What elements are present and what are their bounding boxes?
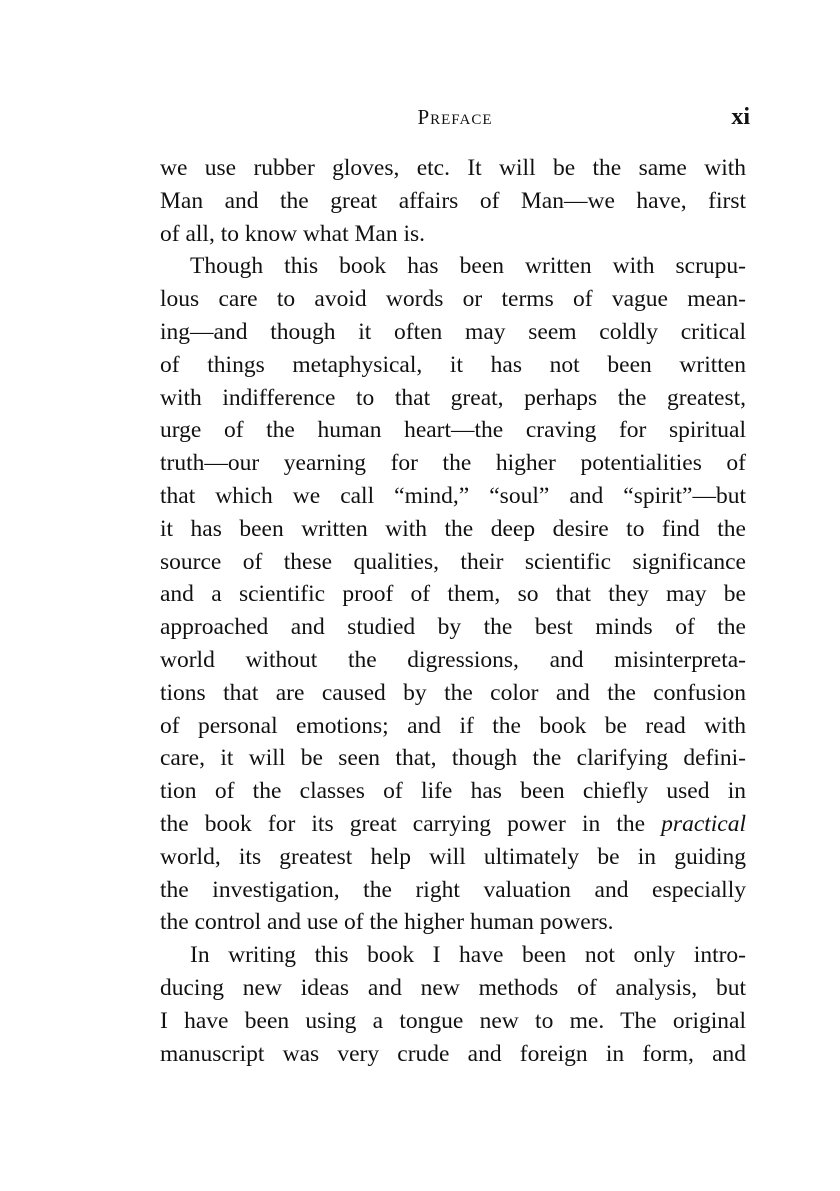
text-line: care, it will be seen that, though the clarifying defini-: [160, 745, 746, 772]
text-line: of things metaphysical, it has not been written: [160, 351, 746, 378]
text-line: the control and use of the higher human powers.: [160, 909, 614, 936]
text-segment: the book for its great carrying power in the: [160, 810, 646, 837]
text-line: I have been using a tongue new to me. The original: [160, 1007, 746, 1034]
text-line: ing—and though it often may seem coldly critical: [160, 318, 746, 345]
text-line: tions that are caused by the color and the confusion: [160, 679, 746, 706]
text-line: with indifference to that great, perhaps the greatest,: [160, 384, 746, 411]
text-line: world, its greatest help will ultimately be in guiding: [160, 843, 746, 870]
text-line: we use rubber gloves, etc. It will be the same with: [160, 155, 746, 181]
text-line: of all, to know what Man is.: [160, 220, 425, 247]
text-line: tion of the classes of life has been chiefly used in: [160, 778, 746, 805]
text-line: Man and the great affairs of Man—we have, first: [160, 187, 746, 214]
text-line-with-italic: [160, 808, 746, 841]
body-text: [160, 152, 746, 1070]
text-line: that which we call “mind,” “soul” and “spirit”—but: [160, 482, 746, 509]
text-line: ducing new ideas and new methods of analysis, but: [160, 974, 746, 1001]
text-line: lous care to avoid words or terms of vague mean-: [160, 286, 746, 313]
text-line: source of these qualities, their scientific significance: [160, 548, 746, 575]
text-line: and a scientific proof of them, so that they may be: [160, 581, 746, 608]
text-line: truth—our yearning for the higher potentialities of: [160, 450, 746, 477]
text-line: In writing this book I have been not only intro-: [190, 942, 746, 969]
text-line: it has been written with the deep desire to find the: [160, 515, 746, 542]
italic-word: practical: [661, 810, 747, 837]
page-header: [160, 100, 750, 134]
text-line: world without the digressions, and misinterpreta-: [160, 646, 746, 673]
text-line: approached and studied by the best minds of the: [160, 614, 746, 641]
text-line: urge of the human heart—the craving for spiritual: [160, 417, 746, 444]
page-number: xi: [731, 104, 750, 130]
text-line: the investigation, the right valuation and especially: [160, 876, 746, 903]
text-line: manuscript was very crude and foreign in form, and: [160, 1040, 746, 1067]
text-line: of personal emotions; and if the book be read with: [160, 712, 746, 739]
text-line: Though this book has been written with scrupu-: [190, 253, 746, 280]
running-head: Preface: [417, 105, 493, 129]
